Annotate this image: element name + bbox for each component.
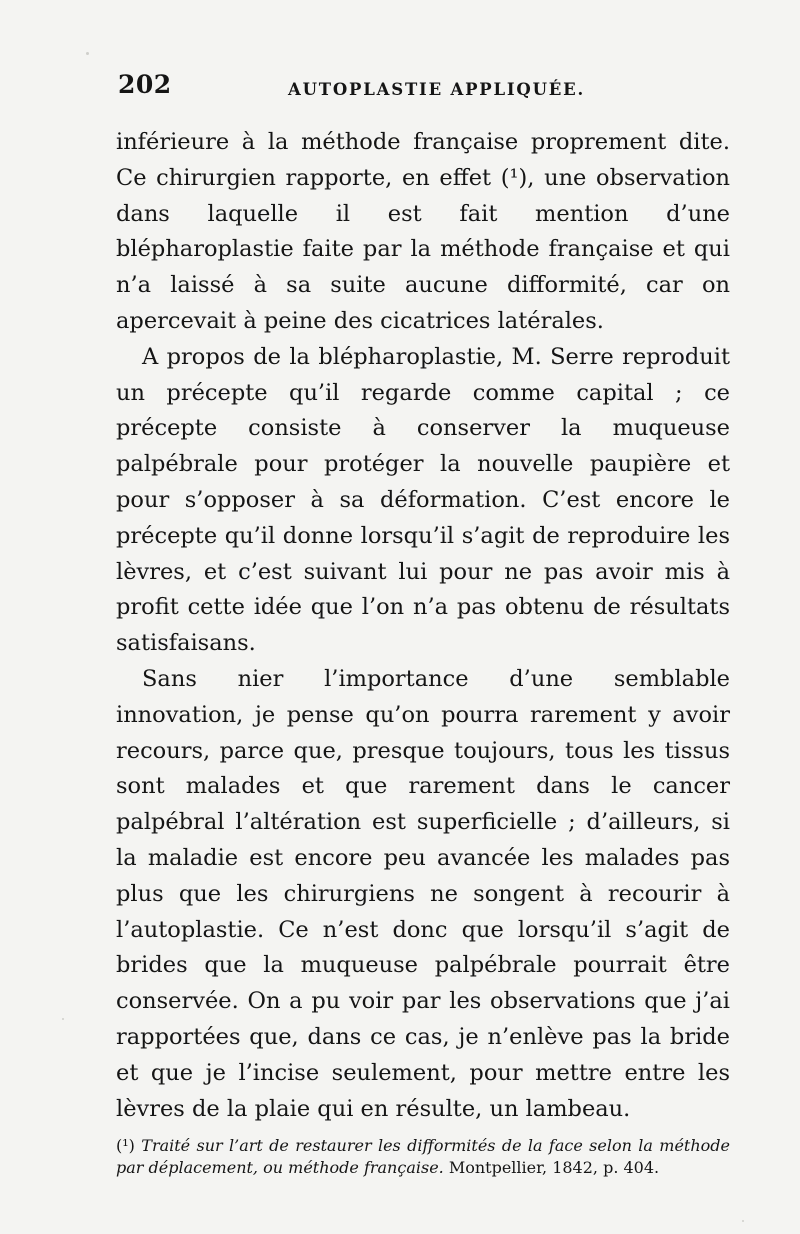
page-header	[118, 70, 758, 110]
paper-speck	[742, 1220, 744, 1222]
footnote-connector: ou	[263, 1158, 284, 1177]
paragraph-1: inférieure à la méthode française proprement dite. Ce chirurgien rapporte, en effet (¹), une observation dans laquelle il est fait mention d’une blépharoplastie faite par la méthode française et qui n’a laissé à sa suite aucune difformité, car on apercevait à peine des cicatrices latérales.	[116, 129, 730, 334]
footnote-title: Traité sur l’art de restaurer les difformités de la face selon la méthode par déplacement,	[116, 1136, 730, 1177]
footnote-mark: (¹)	[116, 1136, 135, 1155]
paper-speck	[86, 52, 89, 55]
page-body	[116, 125, 730, 1127]
footnote-citation: Montpellier, 1842, p. 404.	[448, 1158, 660, 1177]
page-number: 202	[118, 70, 172, 99]
footnote-title-2: méthode française.	[288, 1158, 444, 1177]
paper-speck	[62, 1018, 64, 1020]
running-title: AUTOPLASTIE APPLIQUÉE.	[288, 80, 586, 99]
footnote	[116, 1135, 730, 1179]
paragraph-2: A propos de la blépharoplastie, M. Serre reproduit un précepte qu’il regarde comme capital ; ce précepte consiste à conserver la muqueuse palpébrale pour protéger la nouvelle paupière et pour s’opposer à sa déformation. C’est encore le précepte qu’il donne lorsqu’il s’agit de reproduire les lèvres, et c’est suivant lui pour ne pas avoir mis à profit cette idée que l’on n’a pas obtenu de résultats satisfaisans.	[116, 343, 730, 657]
paragraph-3: Sans nier l’importance d’une semblable innovation, je pense qu’on pourra rarement y avoir recours, parce que, presque toujours, tous les tissus sont malades et que rarement dans le cancer palpébral l’altération est superficielle ; d’ailleurs, si la maladie est encore peu avancée les malades pas plus que les chirurgiens ne songent à recourir à l’autoplastie. Ce n’est donc que lorsqu’il s’agit de brides que la muqueuse palpébrale pourrait être conservée. On a pu voir par les observations que j’ai rapportées que, dans ce cas, je n’enlève pas la bride et que je l’incise seulement, pour mettre entre les lèvres de la plaie qui en résulte, un lambeau.	[116, 665, 730, 1122]
